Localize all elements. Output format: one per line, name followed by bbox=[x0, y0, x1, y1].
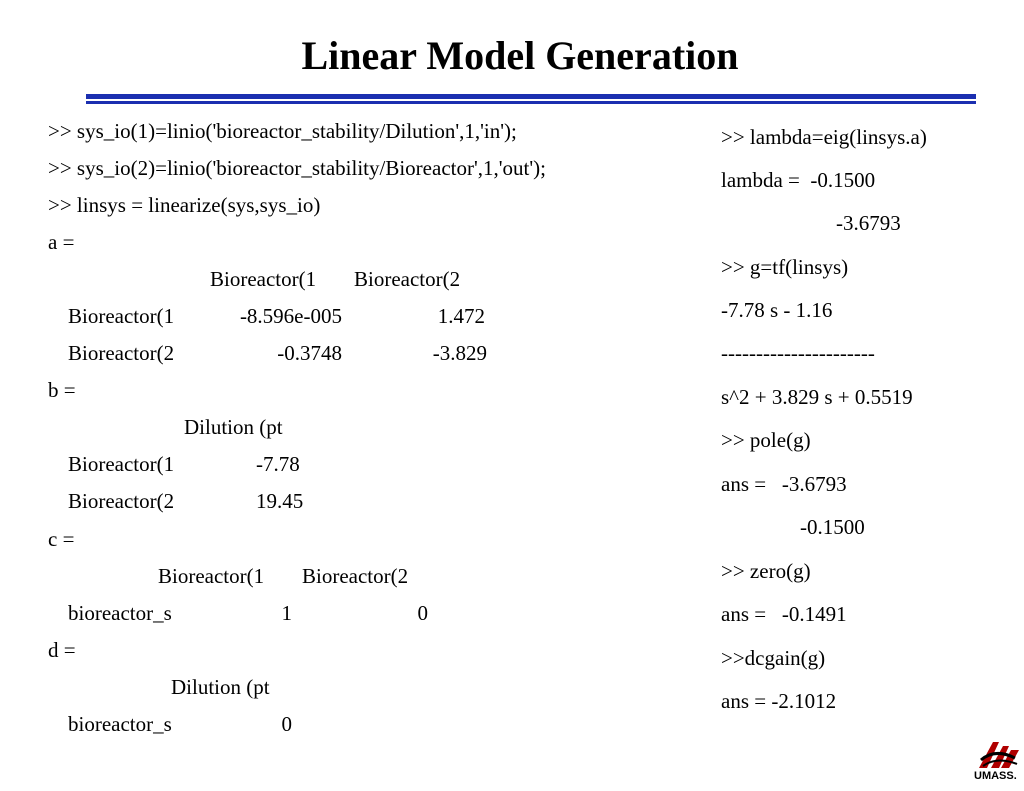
matrix-d-row-name: bioreactor_s bbox=[68, 712, 172, 736]
console-line: -3.6793 bbox=[836, 211, 901, 235]
console-line: ans = -2.1012 bbox=[721, 689, 837, 713]
command-line: >> sys_io(2)=linio('bioreactor_stability/Bioreactor',1,'out'); bbox=[48, 156, 546, 180]
matrix-b-row-name: Bioreactor(1 bbox=[68, 452, 175, 476]
console-line: s^2 + 3.829 s + 0.5519 bbox=[721, 385, 913, 409]
matrix-c-label: c = bbox=[48, 527, 75, 551]
matrix-c-value: 1 bbox=[281, 601, 292, 625]
matrix-a-value: 1.472 bbox=[437, 304, 485, 328]
command-line: >> linsys = linearize(sys,sys_io) bbox=[48, 193, 321, 217]
matrix-d-value: 0 bbox=[281, 712, 292, 736]
console-line: ans = -3.6793 bbox=[721, 472, 847, 496]
slide-title: Linear Model Generation bbox=[301, 33, 739, 78]
matrix-c-value: 0 bbox=[417, 601, 428, 625]
matrix-d-label: d = bbox=[48, 638, 76, 662]
matrix-b-col-header: Dilution (pt bbox=[184, 415, 283, 439]
matrix-c-col-header: Bioreactor(2 bbox=[302, 564, 409, 588]
matrix-a-value: -0.3748 bbox=[277, 341, 342, 365]
console-line: >> g=tf(linsys) bbox=[721, 255, 849, 279]
matrix-b-value: 19.45 bbox=[256, 489, 304, 513]
console-line: -7.78 s - 1.16 bbox=[721, 298, 833, 322]
matrix-b-row-name: Bioreactor(2 bbox=[68, 489, 175, 513]
matrix-a-label: a = bbox=[48, 230, 75, 254]
matrix-a-col-header: Bioreactor(1 bbox=[210, 267, 317, 291]
command-line: >> sys_io(1)=linio('bioreactor_stability/Dilution',1,'in'); bbox=[48, 119, 517, 143]
title-rule-thin bbox=[86, 101, 976, 104]
console-line: >> zero(g) bbox=[721, 559, 811, 583]
console-line: >> pole(g) bbox=[721, 428, 811, 452]
console-line: ans = -0.1491 bbox=[721, 602, 847, 626]
title-rule-thick bbox=[86, 94, 976, 99]
console-line: >> lambda=eig(linsys.a) bbox=[721, 125, 927, 149]
matrix-b-label: b = bbox=[48, 378, 76, 402]
logo-text: UMASS. bbox=[974, 770, 1017, 782]
matrix-a-row-name: Bioreactor(1 bbox=[68, 304, 175, 328]
console-line: >>dcgain(g) bbox=[721, 646, 826, 670]
matrix-a-value: -3.829 bbox=[432, 341, 487, 365]
matrix-a-row-name: Bioreactor(2 bbox=[68, 341, 175, 365]
matrix-d-col-header: Dilution (pt bbox=[171, 675, 270, 699]
console-line: -0.1500 bbox=[800, 515, 865, 539]
matrix-a-value: -8.596e-005 bbox=[239, 304, 342, 328]
matrix-a-col-header: Bioreactor(2 bbox=[354, 267, 461, 291]
console-line: ---------------------- bbox=[721, 341, 875, 365]
matrix-c-col-header: Bioreactor(1 bbox=[158, 564, 265, 588]
console-line: lambda = -0.1500 bbox=[721, 168, 876, 192]
matrix-c-row-name: bioreactor_s bbox=[68, 601, 172, 625]
matrix-b-value: -7.78 bbox=[256, 452, 300, 476]
